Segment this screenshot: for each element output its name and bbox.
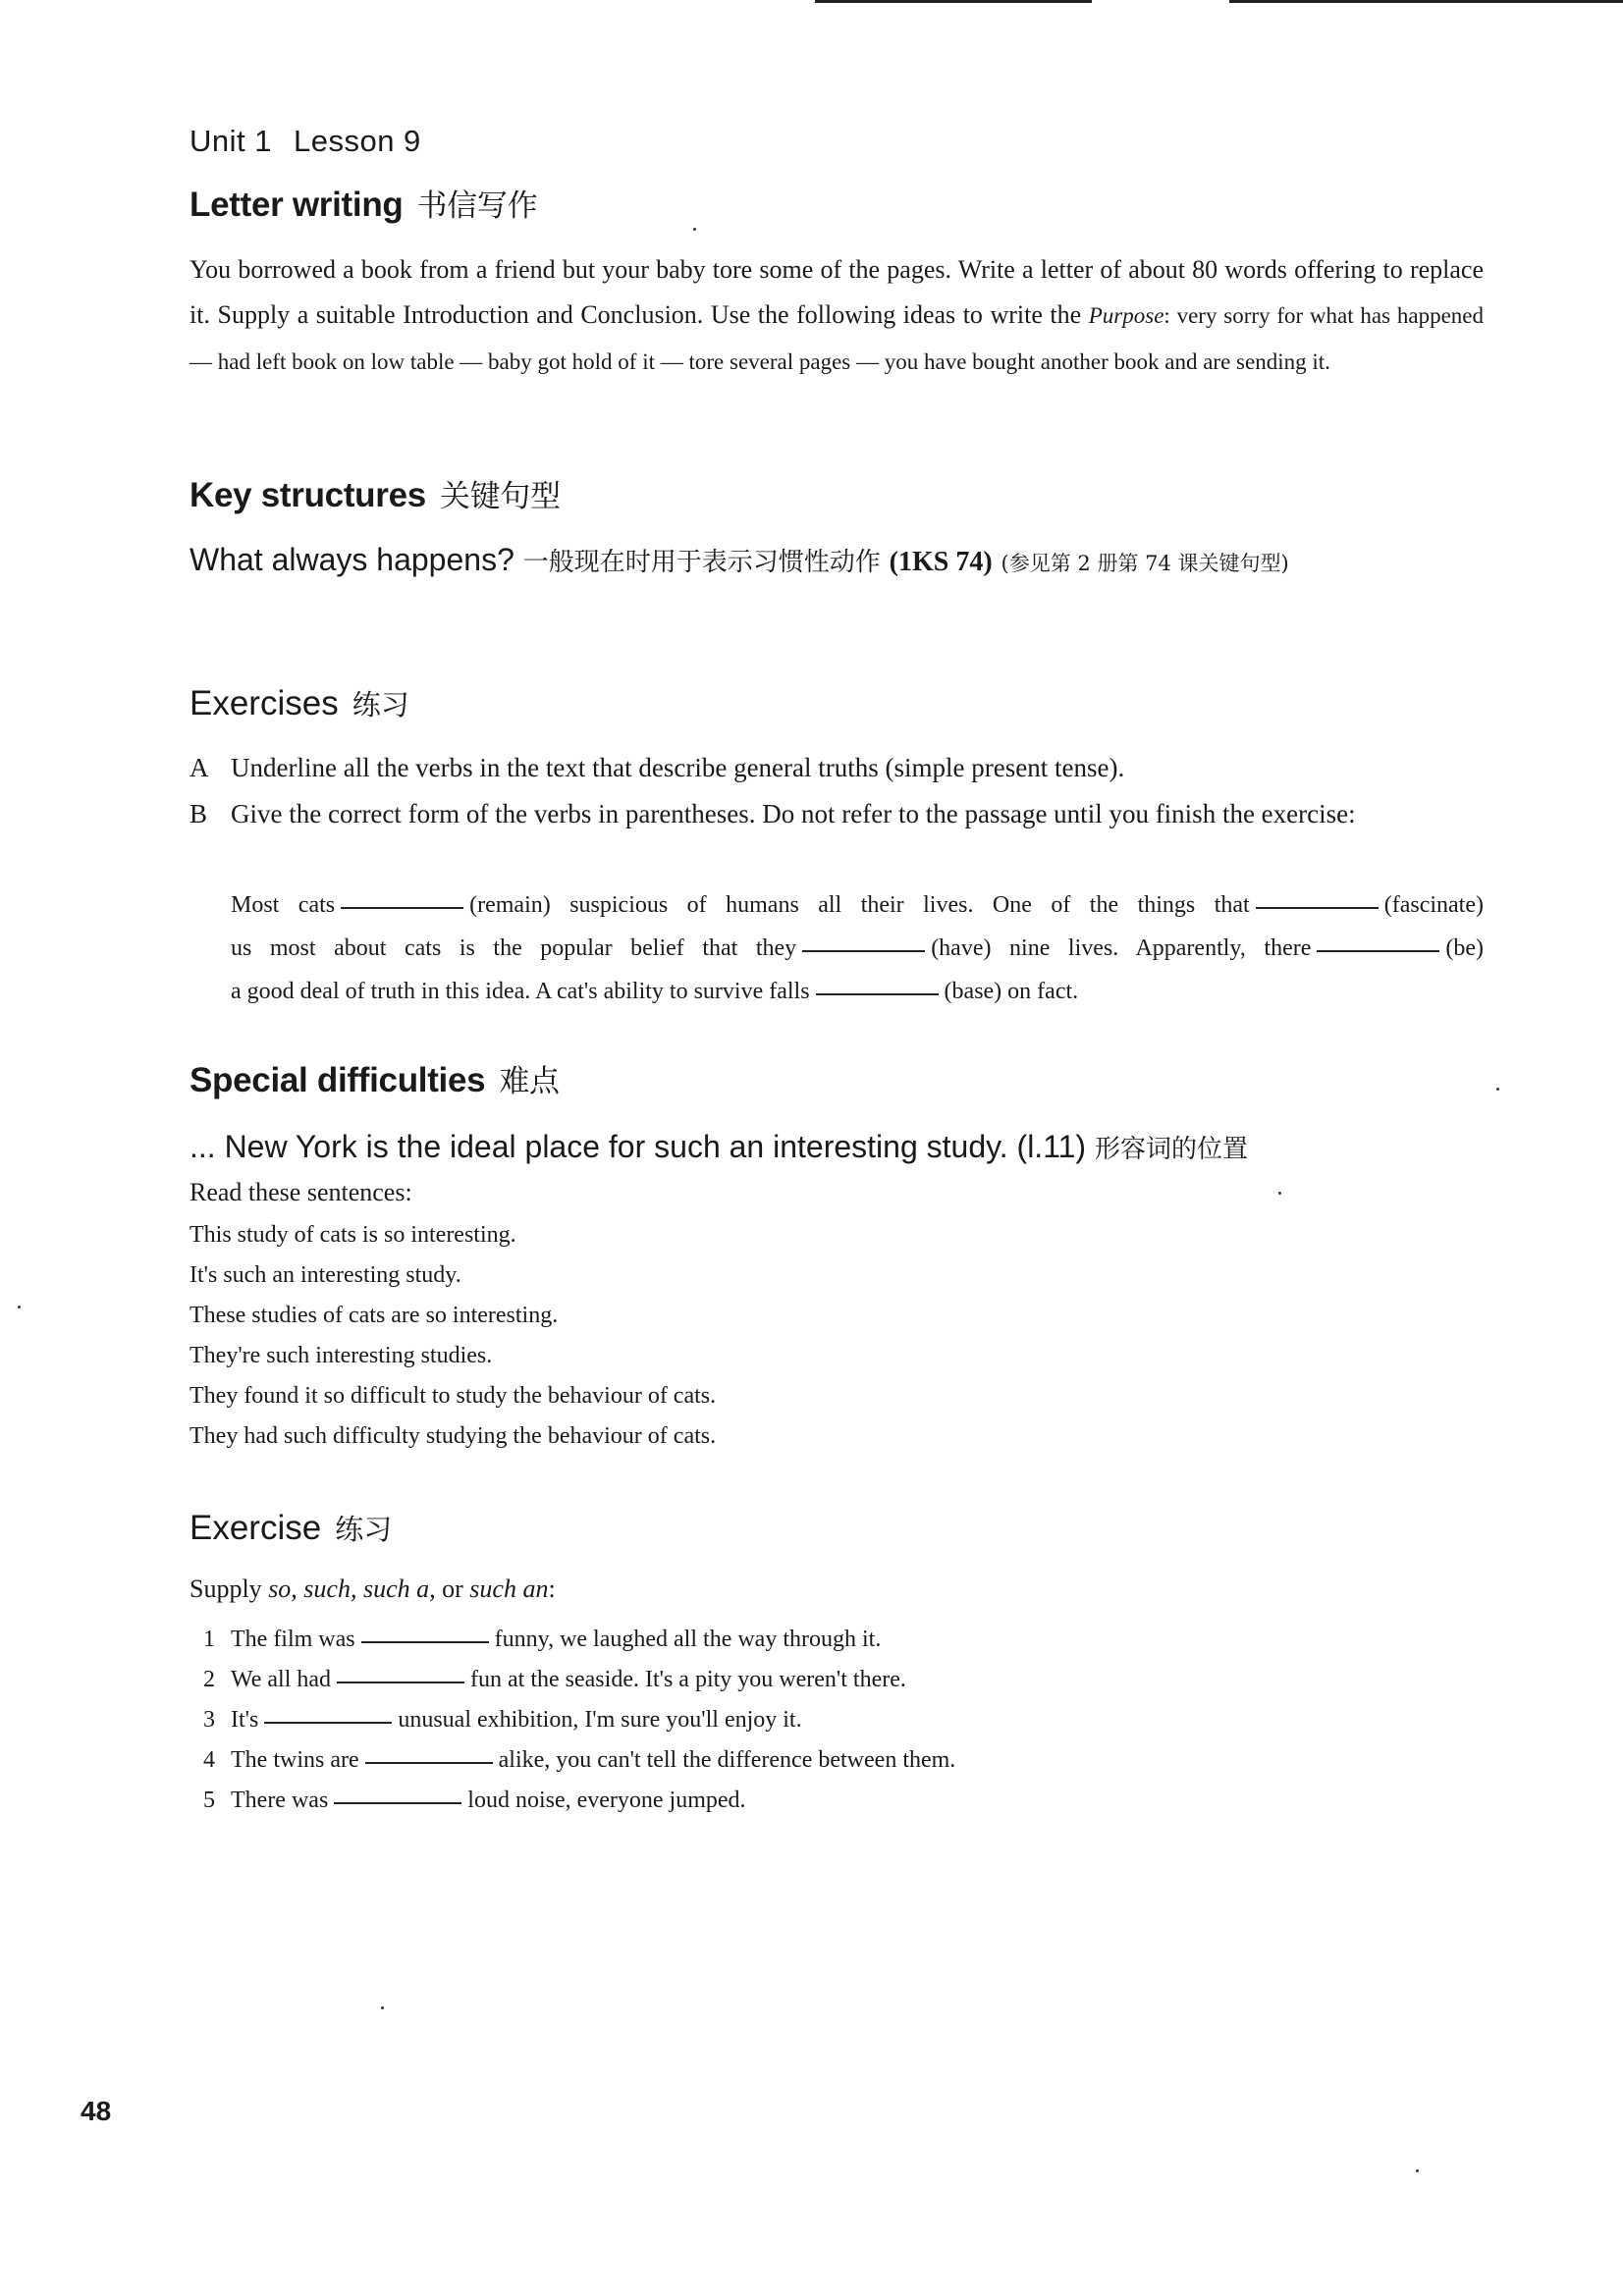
key-structures-title: Key structures <box>189 476 426 514</box>
answer-blank[interactable] <box>264 1722 392 1724</box>
letter-writing-title: Letter writing <box>189 186 404 224</box>
answer-blank[interactable] <box>1256 907 1379 909</box>
example-sentence: They found it so difficult to study the behaviour of cats. <box>189 1383 717 1409</box>
line-ref: (l.11) <box>1016 1129 1087 1164</box>
top-rule <box>1229 0 1623 3</box>
special-difficulties-title: Special difficulties <box>189 1061 486 1099</box>
question-number: 2 <box>203 1667 215 1692</box>
passage-text: Most cats <box>231 892 336 918</box>
example-sentence: They had such difficulty studying the behaviour of cats. <box>189 1423 717 1449</box>
question-number: 4 <box>203 1747 215 1773</box>
passage-text: a good deal of truth in this idea. A cat's ability to survive falls <box>231 979 810 1004</box>
passage-text: (remain) suspicious of humans all their lives. One of the things that <box>469 892 1250 918</box>
subheading-cn: 形容词的位置 <box>1094 1135 1248 1164</box>
example-sentence: It's such an interesting study. <box>189 1262 461 1288</box>
exercise-item <box>189 792 1484 835</box>
exercise-text: Give the correct form of the verbs in parentheses. Do not refer to the passage until you finish the exercise: <box>231 799 1356 828</box>
unit-label: Unit 1 <box>189 124 272 158</box>
answer-blank[interactable] <box>365 1762 493 1764</box>
example-sentences <box>189 1215 716 1457</box>
exercise-letter: B <box>189 799 208 828</box>
scan-speck <box>693 228 696 231</box>
answer-blank[interactable] <box>361 1641 489 1643</box>
letter-writing-instructions <box>189 247 1484 385</box>
question-before: We all had <box>231 1667 332 1692</box>
answer-blank[interactable] <box>1317 950 1439 952</box>
question-before: The film was <box>231 1627 355 1652</box>
answer-blank[interactable] <box>337 1682 464 1683</box>
example-sentence: These studies of cats are so interesting. <box>189 1303 559 1328</box>
top-rule <box>815 0 1092 3</box>
purpose-text: : very sorry for what has happened — had left book on low table — baby got hold of it — tore several pages — you have bought another book and are sending it. <box>189 303 1484 374</box>
exercise-text: Underline all the verbs in the text that describe general truths (simple present tense). <box>231 753 1125 782</box>
passage-text: (fascinate) <box>1383 892 1484 918</box>
exercises-title-cn: 练习 <box>352 688 409 721</box>
answer-blank[interactable] <box>802 950 925 952</box>
special-difficulties-title-cn: 难点 <box>499 1064 560 1099</box>
question-before: The twins are <box>231 1747 359 1773</box>
passage-text: us most about cats is the popular belief that they <box>231 935 797 961</box>
exercise-title-cn: 练习 <box>335 1513 393 1546</box>
key-structure-ref: (1KS 74) <box>889 547 993 577</box>
question-number: 5 <box>203 1788 215 1813</box>
question-after: fun at the seaside. It's a pity you weren't there. <box>470 1667 906 1692</box>
question-list <box>189 1620 955 1821</box>
scan-speck <box>381 2006 384 2009</box>
answer-blank[interactable] <box>816 993 939 995</box>
key-structure-subheading <box>189 534 1495 589</box>
read-intro: Read these sentences: <box>189 1178 412 1206</box>
letter-writing-title-cn: 书信写作 <box>416 188 538 224</box>
supply-prefix: Supply <box>189 1575 262 1603</box>
question-row <box>189 1740 955 1781</box>
key-structure-question: What always happens? <box>189 542 514 577</box>
page-number: 48 <box>81 2096 112 2126</box>
supply-last-option: such an <box>469 1575 549 1603</box>
scan-speck <box>1496 1088 1499 1091</box>
example-sentence: This study of cats is so interesting. <box>189 1222 516 1248</box>
scan-speck <box>18 1306 21 1308</box>
scan-speck <box>1278 1192 1281 1195</box>
question-after: alike, you can't tell the difference between them. <box>498 1747 956 1773</box>
exercise-item <box>189 746 1484 789</box>
purpose-label: Purpose <box>1088 303 1164 328</box>
subheading-text: ... New York is the ideal place for such an interesting study. <box>189 1129 1008 1164</box>
question-row <box>189 1620 955 1660</box>
question-before: There was <box>231 1788 329 1813</box>
supply-or: or <box>442 1575 463 1603</box>
supply-colon: : <box>548 1575 556 1603</box>
answer-blank[interactable] <box>341 907 463 909</box>
supply-instruction <box>189 1575 556 1604</box>
question-number: 1 <box>203 1627 215 1652</box>
unit-lesson-header <box>189 124 421 159</box>
key-structures-title-cn: 关键句型 <box>439 479 561 514</box>
passage-text: (be) <box>1445 935 1485 961</box>
question-after: loud noise, everyone jumped. <box>467 1788 746 1813</box>
passage-text: (have) nine lives. Apparently, there <box>931 935 1312 961</box>
example-sentence: They're such interesting studies. <box>189 1343 493 1368</box>
answer-blank[interactable] <box>334 1802 461 1804</box>
question-after: unusual exhibition, I'm sure you'll enjoy it. <box>398 1707 802 1733</box>
exercises-heading <box>189 683 409 723</box>
question-after: funny, we laughed all the way through it. <box>494 1627 882 1652</box>
special-difficulties-heading <box>189 1056 560 1100</box>
key-structures-heading <box>189 471 561 515</box>
letter-writing-heading <box>189 181 537 225</box>
lesson-label: Lesson 9 <box>293 124 421 158</box>
exercises-title: Exercises <box>189 684 339 722</box>
key-structure-note-cn: (参见第 2 册第 74 课关键句型) <box>1001 552 1289 575</box>
instruction-text: You borrowed a book from a friend but your baby tore some of the pages. Write a letter of about 80 words offering to replace it. Supply a suitable Introduction and Conclusion. Use the following ideas to write the <box>189 255 1484 329</box>
supply-options: so, such, such a, <box>268 1575 436 1603</box>
exercise-heading <box>189 1508 392 1548</box>
fill-in-passage <box>231 883 1484 1013</box>
question-number: 3 <box>203 1707 215 1733</box>
exercise-letter: A <box>189 753 209 782</box>
key-structure-desc-cn: 一般现在时用于表示习惯性动作 <box>522 548 881 577</box>
special-difficulties-subheading <box>189 1121 1495 1175</box>
scan-speck <box>1416 2169 1419 2172</box>
question-before: It's <box>231 1707 259 1733</box>
exercise-title: Exercise <box>189 1509 322 1547</box>
passage-text: (base) on fact. <box>944 979 1079 1004</box>
question-row <box>189 1700 955 1740</box>
question-row <box>189 1660 955 1700</box>
question-row <box>189 1781 955 1821</box>
